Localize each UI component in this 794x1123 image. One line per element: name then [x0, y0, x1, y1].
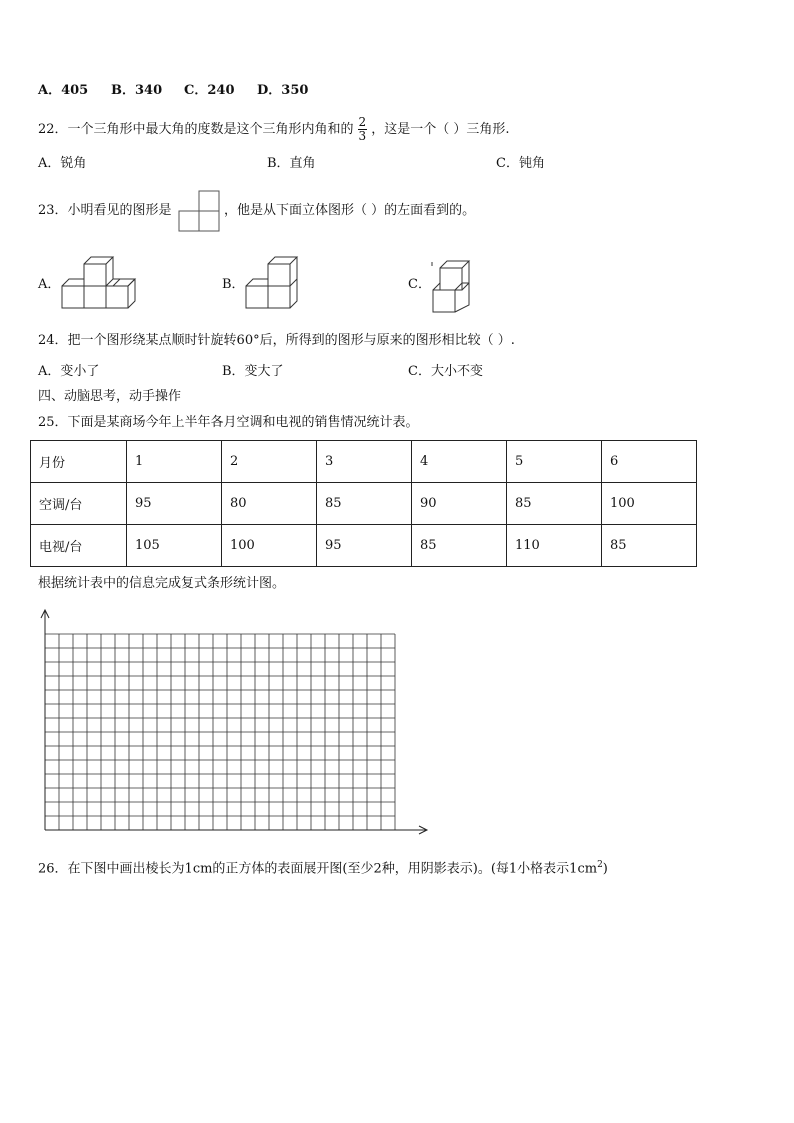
table-cell: 95 [127, 483, 222, 525]
q23-option-c[interactable]: C． [408, 277, 431, 292]
q23-option-b-solid[interactable] [244, 256, 304, 312]
table-cell: 6 [602, 441, 697, 483]
blank-chart-grid[interactable] [30, 606, 510, 838]
q24-question: 24．把一个图形绕某点顺时针旋转60°后，所得到的图形与原来的图形相比较（ ）. [38, 333, 515, 348]
q26-close: ) [602, 861, 608, 877]
table-row [31, 441, 697, 483]
row-label: 月份 [31, 441, 127, 483]
table-cell: 80 [222, 483, 317, 525]
q22-option-a[interactable]: A．锐角 [38, 156, 87, 171]
table-cell: 4 [412, 441, 507, 483]
q23-option-a[interactable]: A． [38, 277, 61, 292]
section-heading: 四、动脑思考，动手操作 [38, 389, 182, 404]
q23-option-c-solid[interactable] [430, 252, 474, 316]
q25-question: 25．下面是某商场今年上半年各月空调和电视的销售情况统计表。 [38, 415, 419, 430]
table-cell: 95 [317, 525, 412, 567]
table-cell: 5 [507, 441, 602, 483]
table-cell: 85 [412, 525, 507, 567]
q26-superscript: 2 [597, 860, 603, 870]
q25-instruction: 根据统计表中的信息完成复式条形统计图。 [38, 576, 286, 591]
table-cell: 1 [127, 441, 222, 483]
q22-suffix: ，这是一个（ ）三角形. [371, 122, 510, 137]
q24-option-c[interactable]: C．大小不变 [408, 364, 483, 379]
q21-option-b[interactable]: B．340 [111, 83, 163, 98]
q22-question [38, 116, 509, 143]
q23-prefix: 23．小明看见的图形是 [38, 203, 172, 218]
q22-option-c[interactable]: C．钝角 [496, 156, 545, 171]
table-row [31, 483, 697, 525]
q23-option-b[interactable]: B． [222, 277, 245, 292]
q21-option-c[interactable]: C．240 [184, 83, 235, 98]
table-cell: 2 [222, 441, 317, 483]
q21-option-d[interactable]: D．350 [257, 83, 309, 98]
fraction-two-thirds: $\frac{2}{3}$ [358, 115, 367, 143]
table-cell: 105 [127, 525, 222, 567]
row-label: 电视/台 [31, 525, 127, 567]
q24-option-a[interactable]: A．变小了 [38, 364, 100, 379]
table-cell: 110 [507, 525, 602, 567]
q22-prefix: 22．一个三角形中最大角的度数是这个三角形内角和的 [38, 122, 354, 137]
q21-option-a[interactable]: A．405 [38, 83, 89, 98]
q23-view-figure [178, 190, 220, 232]
q26-text: 26．在下图中画出棱长为1cm的正方体的表面展开图(至少2种，用阴影表示)。(每1小格表示1cm [38, 861, 598, 877]
table-cell: 100 [222, 525, 317, 567]
table-cell: 100 [602, 483, 697, 525]
table-cell: 85 [602, 525, 697, 567]
q23-suffix: ，他是从下面立体图形（ ）的左面看到的。 [224, 203, 476, 218]
q26-question [38, 856, 608, 878]
table-cell: 85 [507, 483, 602, 525]
q22-option-b[interactable]: B．直角 [267, 156, 316, 171]
sales-table [30, 440, 697, 567]
table-cell: 3 [317, 441, 412, 483]
table-cell: 85 [317, 483, 412, 525]
row-label: 空调/台 [31, 483, 127, 525]
table-row [31, 525, 697, 567]
q23-option-a-solid[interactable] [60, 256, 148, 312]
table-cell: 90 [412, 483, 507, 525]
q24-option-b[interactable]: B．变大了 [222, 364, 284, 379]
